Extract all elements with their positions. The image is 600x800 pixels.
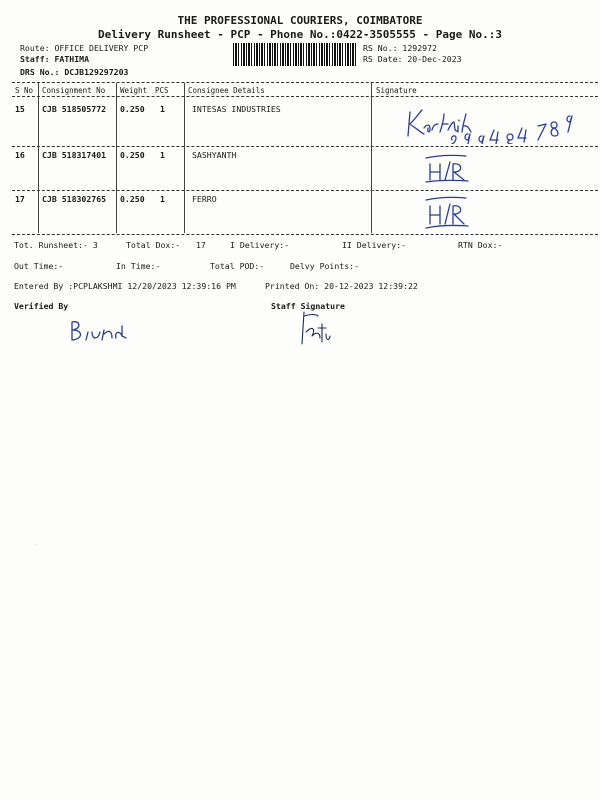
rs-number: RS No.: 1292972 [363,43,437,53]
barcode-image [233,43,357,66]
col-header-pcs: PCS [155,86,169,95]
total-pod: Total POD:- [210,261,265,271]
table-top-rule [12,82,598,83]
total-dox-label: Total Dox:- [126,240,181,250]
row-consignment: CJB 518302765 [42,194,107,204]
printed-on: Printed On: 20-12-2023 12:39:22 [265,281,418,291]
row-consignee: FERRO [192,194,217,204]
col-header-consignment: Consignment No [42,86,106,95]
verified-by-label: Verified By [14,301,69,311]
route-label: Route: OFFICE DELIVERY PCP [20,43,149,53]
row-divider [12,146,598,147]
row-weight: 0.250 [120,194,145,204]
row-consignment: CJB 518505772 [42,104,107,114]
i-delivery: I Delivery:- [230,240,290,250]
row-consignee: SASHYANTH [192,150,237,160]
drs-number: DRS No.: DCJB129297203 [20,67,129,77]
row-weight: 0.250 [120,150,145,160]
out-time: Out Time:- [14,261,64,271]
row-weight: 0.250 [120,104,145,114]
in-time: In Time:- [116,261,161,271]
row-sno: 15 [15,104,25,114]
handwritten-mark-hr-row-17 [420,192,480,232]
table-header-rule [12,96,598,97]
staff-signature-mark [296,306,336,348]
col-separator [184,83,185,233]
total-dox-value: 17 [196,240,206,250]
col-header-weight: Weight [120,86,148,95]
col-header-signature: Signature [376,86,417,95]
row-sno: 17 [15,194,25,204]
runsheet-subtitle: Delivery Runsheet - PCP - Phone No.:0422-3505555 - Page No.:3 [98,28,502,41]
staff-label: Staff: FATHIMA [20,54,90,64]
col-header-sno: S No [15,86,34,95]
delvy-points: Delvy Points:- [290,261,360,271]
row-sno: 16 [15,150,25,160]
row-pcs: 1 [160,194,165,204]
row-divider [12,190,598,191]
col-header-consignee: Consignee Details [188,86,265,95]
handwritten-signature-row-15 [372,98,598,144]
row-consignee: INTESAS INDUSTRIES [192,104,281,114]
rs-date: RS Date: 20-Dec-2023 [363,54,462,64]
handwritten-mark-hr-row-16 [420,150,480,186]
col-separator [116,83,117,233]
row-pcs: 1 [160,150,165,160]
tot-runsheet: Tot. Runsheet:- 3 [14,240,98,250]
row-consignment: CJB 518317401 [42,150,107,160]
company-title: THE PROFESSIONAL COURIERS, COIMBATORE [177,14,423,27]
stray-mark: · [34,542,38,549]
entered-by: Entered By :PCPLAKSHMI 12/20/2023 12:39:16 PM [14,281,236,291]
col-separator [38,83,39,233]
ii-delivery: II Delivery:- [342,240,407,250]
table-bottom-rule [12,234,598,235]
verified-by-signature [64,318,144,344]
row-pcs: 1 [160,104,165,114]
rtn-dox: RTN Dox:- [458,240,503,250]
staff-signature-label: Staff Signature [271,301,345,311]
